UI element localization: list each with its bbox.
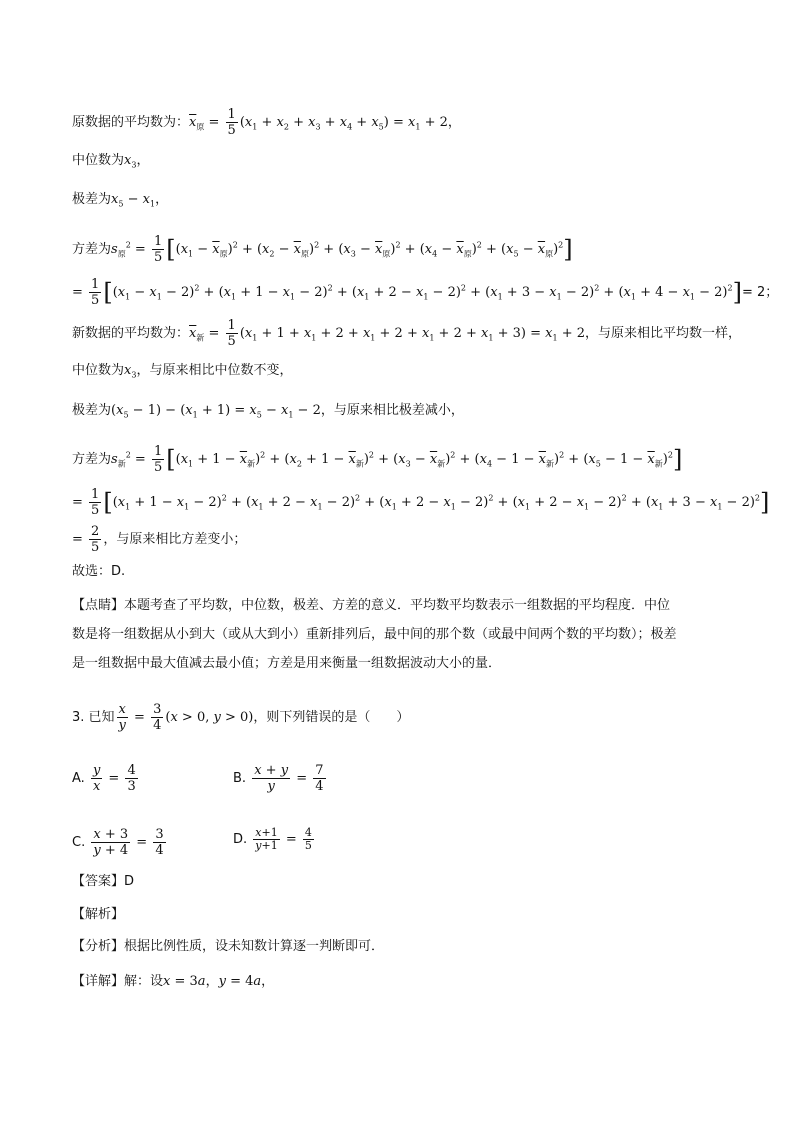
analysis-line: 【分析】根据比例性质，设未知数计算逐一判断即可． [72, 939, 385, 954]
option-c: C. $\frac{x + 3}{y + 4}$ = $\frac{3}{4}$ [72, 827, 164, 858]
line-new-variance-result: = $\frac{2}{5}$ ，与原来相比方差变小； [72, 524, 247, 555]
line-original-variance-expand: = $\frac{1}{5}$ $[(x_1 - x_1 - 2)^2 + (x_1 + 1 - x_1 - 2)^2 + (x_1 + 2 - x_1 - 2)^2 + (x_1 + 3 - x_1 - 2)^2 + (x_1 + 4 - x_1 - 2)^2]= 2$； [72, 277, 779, 308]
option-d: D. $\frac{x+1}{y+1}$ = $\frac{4}{5}$ [233, 826, 312, 852]
line-original-range: 极差为$x_5 - x_1$， [72, 192, 169, 209]
line-new-median: 中位数为$x_3$，与原来相比中位数不变， [72, 363, 293, 380]
question-3: 3. 已知 $\frac{x}{y}$ = $\frac{3}{4}$ (x > 0, y > 0)，则下列错误的是（ ） [72, 702, 410, 733]
option-a: A. $\frac{y}{x}$ = $\frac{4}{3}$ [72, 763, 136, 794]
line-original-variance: 方差为$s_原^2$ = $\frac{1}{5}$ $[(x_1 - \overline{x}_原)^2 + (x_2 - \overline{x}_原)^2 + (x_3 - \overline{x}_原)^2 + (x_4 - \overline{x}_原)^2 + (x_5 - \overline{x}_原)^2]$ [72, 234, 573, 265]
detail-line: 【详解】解：设x = 3a，y = 4a， [72, 974, 275, 989]
line-new-variance: 方差为$s_新^2$ = $\frac{1}{5}$ $[(x_1 + 1 - \overline{x}_新)^2 + (x_2 + 1 - \overline{x}_新)^2 + (x_3 - \overline{x}_新)^2 + (x_4 - 1 - \overline{x}_新)^2 + (x_5 - 1 - \overline{x}_新)^2]$ [72, 444, 683, 475]
line-original-mean: 原数据的平均数为：$\overline{x}_原$ = $\frac{1}{5}$ $(x_1 + x_2 + x_3 + x_4 + x_5) = x_1 + 2$， [72, 107, 461, 138]
analysis-heading: 【解析】 [72, 907, 125, 922]
answer-line: 【答案】D [72, 874, 135, 889]
formula-original-mean: $\overline{x}_原$ = $\frac{1}{5}$ $(x_1 + x_2 + x_3 + x_4 + x_5) = x_1 + 2$ [189, 107, 448, 138]
line-new-mean: 新数据的平均数为：$\overline{x}_新$ = $\frac{1}{5}$ $(x_1 + 1 + x_1 + 2 + x_1 + 2 + x_1 + 2 + x_1 + 3) = x_1 + 2$，与原来相比平均数一样， [72, 318, 742, 349]
comment-paragraph: 【点睛】本题考查了平均数，中位数，极差、方差的意义．平均数平均数表示一组数据的平均程度．中位 数是将一组数据从小到大（或从大到小）重新排列后，最中间的那个数（或最中间两个数的平均数）；极差 是一组数据中最大值减去最小值；方差是用来衡量一组数据波动大小的量． [72, 598, 677, 671]
line-new-range: 极差为$(x_5 - 1) - (x_1 + 1) = x_5 - x_1 - 2$，与原来相比极差减小， [72, 403, 464, 420]
line-choice: 故选：D. [72, 564, 126, 579]
option-b: B. $\frac{x + y}{y}$ = $\frac{7}{4}$ [233, 763, 324, 794]
line-original-median: 中位数为$x_3$， [72, 153, 150, 170]
line-new-variance-expand: = $\frac{1}{5}$ $[(x_1 + 1 - x_1 - 2)^2 + (x_1 + 2 - x_1 - 2)^2 + (x_1 + 2 - x_1 - 2)^2 + (x_1 + 2 - x_1 - 2)^2 + (x_1 + 3 - x_1 - 2)^2]$ [72, 487, 770, 518]
